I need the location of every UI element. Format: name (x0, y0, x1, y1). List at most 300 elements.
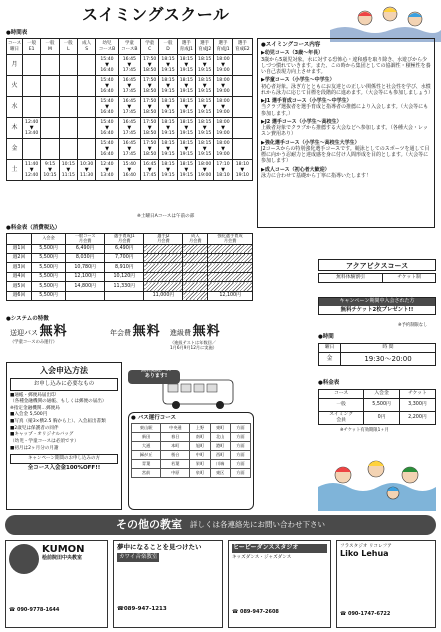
schedule-cell (118, 97, 140, 118)
schedule-cell (214, 118, 232, 139)
ad-kumon (5, 540, 108, 628)
schedule-cell (177, 76, 195, 97)
ad-liko-tel: ☎ 090-1747-6722 (340, 611, 391, 618)
bus-stop: 方面 (230, 442, 250, 451)
course-item (261, 140, 431, 165)
course-content-box (257, 38, 435, 228)
aqua-title: アクアビクスコース (318, 259, 436, 271)
arrow-icon: ▼ (221, 82, 225, 89)
join-item: （各種金融機関の通帳、もしくは郵便の届出） (10, 399, 107, 405)
arrow-icon: ▼ (184, 124, 189, 131)
end-time: 11:15 (61, 172, 75, 178)
schedule-header-cell: 選手 育成J2 (196, 39, 214, 55)
page-title: スイミングスクール (82, 5, 230, 24)
end-time: 17:45 (122, 109, 136, 115)
schedule-cell (96, 55, 118, 76)
arrow-icon: ▼ (202, 103, 207, 110)
schedule-table (6, 38, 253, 181)
bus-stop: 方面 (230, 424, 250, 433)
aqua-time-day: 金 (319, 353, 341, 366)
end-time: 16:40 (100, 151, 114, 157)
arrow-icon: ▼ (240, 166, 245, 173)
fee-cell (144, 244, 183, 253)
schedule-cell (196, 118, 214, 139)
arrow-icon: ▼ (166, 103, 170, 110)
schedule-header-cell: 学童 C (141, 39, 159, 55)
schedule-cell (214, 160, 232, 181)
fee-cell: 週2回 (7, 254, 32, 263)
end-time: 19:15 (161, 172, 175, 178)
end-time: 18:10 (216, 172, 230, 178)
schedule-cell (96, 76, 118, 97)
course-item-body: 上級者対象でクラブから推薦する大会などへ参加します。（各種大会・レッスン費用あり） (261, 125, 428, 138)
fee-cell: 10,120円 (105, 272, 144, 281)
schedule-label: ●時間表 (6, 30, 28, 36)
start-time: 16:45 (122, 57, 136, 63)
start-time: 18:10 (235, 162, 249, 168)
start-time: 9:15 (44, 162, 56, 168)
aqua-fee-header: 入会金 (364, 390, 400, 399)
schedule-cell (118, 160, 140, 181)
schedule-cell (159, 118, 177, 139)
fee-row (7, 282, 253, 291)
fee-cell: 10,780円 (66, 263, 105, 272)
schedule-cell (59, 160, 77, 181)
bus-stop: 中央通 (161, 424, 190, 433)
ad-dance-sub: キッズダンス・ジャズダンス (232, 554, 292, 560)
start-time: 17:50 (143, 99, 157, 105)
bus-stop: 北山 (210, 433, 230, 442)
arrow-icon: ▼ (202, 124, 207, 131)
end-time: 19:15 (198, 109, 212, 115)
join-box (6, 362, 122, 510)
arrow-icon: ▼ (147, 124, 152, 131)
schedule-cell (23, 160, 41, 181)
fee-cell (66, 291, 105, 300)
fee-row (7, 244, 253, 253)
start-time: 18:00 (216, 78, 230, 84)
end-time: 19:15 (161, 67, 175, 73)
schedule-header-cell: 一般 M (41, 39, 59, 55)
bus-stop: 青葉 (132, 460, 161, 469)
start-time: 16:45 (122, 141, 136, 147)
aqua-fee-cell: 2,200円 (399, 412, 435, 425)
end-time: 19:00 (198, 172, 212, 178)
start-time: 15:40 (100, 99, 114, 105)
arrow-icon: ▼ (166, 166, 170, 173)
schedule-cell (23, 139, 41, 160)
end-time: 19:15 (179, 151, 193, 157)
bus-stop: 栄町 (190, 460, 210, 469)
start-time: 18:00 (216, 57, 230, 63)
schedule-cell (118, 55, 140, 76)
schedule-cell (196, 160, 214, 181)
end-time: 13:40 (100, 172, 114, 178)
schedule-cell (41, 55, 59, 76)
schedule-cell (77, 139, 95, 160)
fee-cell (144, 263, 183, 272)
schedule-row (7, 97, 253, 118)
ad-liko-lehua (336, 540, 436, 628)
fee-cell (208, 244, 253, 253)
start-time: 18:15 (179, 120, 193, 126)
fee-cell (208, 263, 253, 272)
schedule-cell (232, 160, 252, 181)
schedule-cell (177, 118, 195, 139)
start-time: 15:40 (100, 141, 114, 147)
schedule-cell (59, 55, 77, 76)
schedule-cell (141, 55, 159, 76)
end-time: 19:00 (216, 88, 230, 94)
fee-cell: 週1回 (7, 244, 32, 253)
other-classes-banner (5, 515, 436, 535)
end-time: 19:15 (179, 67, 193, 73)
aqua-campaign-note: ※予約制限なし (398, 323, 428, 328)
fee-cell: 5,500円 (31, 272, 65, 281)
end-time: 18:50 (143, 67, 157, 73)
aqua-fee-label: ●料金表 (318, 380, 340, 386)
bus-stop: 方面 (230, 451, 250, 460)
bus-label: 送迎バス (10, 329, 38, 337)
fee-cell (144, 272, 183, 281)
arrow-icon: ▼ (105, 145, 109, 152)
end-time: 12:40 (25, 172, 39, 178)
arrow-icon: ▼ (48, 166, 52, 173)
end-time: 19:00 (216, 109, 230, 115)
start-time: 18:15 (161, 141, 175, 147)
start-time: 18:15 (198, 99, 212, 105)
schedule-cell (141, 97, 159, 118)
schedule-row (7, 160, 253, 181)
join-campaign-big: 全コース入会金100%OFF!! (27, 464, 101, 471)
aqua-time-label: ●時間 (318, 334, 334, 340)
bus-stop: 方面 (230, 469, 250, 478)
course-content-title: ●スイミングコース内容 (261, 42, 321, 48)
schedule-cell (214, 139, 232, 160)
bus-stop: 中原 (161, 469, 190, 478)
start-time: 16:45 (122, 120, 136, 126)
promo-free: 無料 (192, 324, 221, 339)
system-label: ●システムの特徴 (6, 316, 49, 322)
end-time: 17:45 (122, 130, 136, 136)
arrow-icon: ▼ (184, 103, 189, 110)
start-time: 18:15 (198, 141, 212, 147)
schedule-cell (118, 76, 140, 97)
aqua-fee-cell: 5,500円 (364, 399, 400, 412)
fee-cell: 5,500円 (31, 244, 65, 253)
ad-dance (228, 540, 331, 628)
course-item (261, 98, 431, 117)
end-time: 19:10 (235, 172, 249, 178)
schedule-day: 月 (7, 55, 23, 76)
join-campaign: キャンペーン期間のお申し込みの方 (10, 454, 118, 463)
end-time: 19:15 (161, 130, 175, 136)
arrow-icon: ▼ (127, 82, 132, 89)
fee-header-cell: 入会金 (31, 234, 65, 245)
course-item (261, 50, 431, 75)
aqua-campaign-banner: キャンペーン期間中入会された方 (319, 298, 435, 306)
start-time: 17:10 (216, 162, 230, 168)
schedule-cell (177, 97, 195, 118)
aqua-fee-note: ※チケット有効期限1ヶ月 (340, 428, 389, 433)
aqua-header-1: 無料体験割引 (319, 274, 383, 283)
join-item: ■初月は2ヶ月分の月謝 (10, 445, 59, 451)
aqua-time-time-header: 時 間 (341, 344, 436, 353)
join-head: お申し込みに必要なもの (10, 378, 118, 390)
bus-free: 無料 (39, 324, 68, 339)
schedule-cell (77, 55, 95, 76)
schedule-header-cell: 一般 L (59, 39, 77, 55)
ad-kawai-sub: 夢中になることを見つけたい (117, 543, 202, 551)
ad-kawai-name: カワイ音楽教室 (119, 554, 158, 561)
bus-stop: 旭町 (190, 442, 210, 451)
arrow-icon: ▼ (147, 166, 152, 173)
schedule-row (7, 76, 253, 97)
start-time: 18:15 (161, 162, 175, 168)
annual-feature (110, 325, 161, 340)
bus-note: （学童コースのみ運行） (10, 339, 58, 345)
aqua-table (318, 273, 436, 283)
fee-cell: 週5回 (7, 282, 32, 291)
bus-stop: 新田 (132, 433, 161, 442)
schedule-cell (159, 97, 177, 118)
ad-dance-tel: ☎ 089-947-2608 (232, 609, 279, 616)
schedule-note: ※土曜日Aコースは午前の部 (137, 214, 195, 219)
arrow-icon: ▼ (184, 166, 189, 173)
fee-cell (183, 282, 208, 291)
start-time: 10:15 (61, 162, 75, 168)
fee-cell (183, 263, 208, 272)
aqua-time-day-header: 曜日 (319, 344, 341, 353)
aqua-fee-cell: スイミング 会員 (319, 412, 364, 425)
schedule-cell (23, 97, 41, 118)
schedule-day: 木 (7, 118, 23, 139)
fee-cell (183, 244, 208, 253)
schedule-header-cell: 幼児 コースB (96, 39, 118, 55)
schedule-header-cell: コース 曜日 (7, 39, 23, 55)
schedule-cell (96, 118, 118, 139)
end-time: 19:15 (179, 88, 193, 94)
end-time: 18:50 (143, 88, 157, 94)
schedule-cell (232, 55, 252, 76)
start-time: 12:40 (100, 162, 114, 168)
fee-header-cell: 成人 月会費 (183, 234, 208, 245)
arrow-icon: ▼ (105, 124, 109, 131)
schedule-day: 土 (7, 160, 23, 181)
course-item-head: ▶J1 選手育成コース（小学生～中学生） (261, 98, 352, 105)
bus-speech: 無料送迎バス あります! (140, 367, 171, 379)
bus-route-row (132, 424, 251, 433)
schedule-cell (41, 97, 59, 118)
bus-stop: 宮前 (132, 469, 161, 478)
start-time: 15:40 (122, 162, 136, 168)
arrow-icon: ▼ (127, 61, 132, 68)
arrow-icon: ▼ (127, 145, 132, 152)
start-time: 18:15 (179, 99, 193, 105)
join-item: ■写真（縦3×横2.5 胸から上）、入会届出書類 (10, 419, 106, 425)
end-time: 16:40 (100, 130, 114, 136)
schedule-cell (118, 139, 140, 160)
swimmers-illustration (330, 0, 441, 42)
end-time: 17:45 (122, 88, 136, 94)
schedule-cell (77, 97, 95, 118)
aqua-fee-row (319, 412, 436, 425)
schedule-header-cell: 選手 育成J1 (214, 39, 232, 55)
start-time: 18:15 (198, 57, 212, 63)
ad-kumon-name: KUMON (42, 544, 85, 555)
ad-kawai (113, 540, 223, 628)
fee-cell: 週4回 (7, 272, 32, 281)
start-time: 18:15 (179, 78, 193, 84)
arrow-icon: ▼ (127, 166, 132, 173)
start-time: 18:00 (216, 120, 230, 126)
end-time: 18:50 (143, 130, 157, 136)
start-time: 18:15 (161, 78, 175, 84)
fee-table (6, 233, 253, 301)
course-item-head: ▶J2 選手コース（小学生～高校生） (261, 118, 342, 125)
arrow-icon: ▼ (221, 166, 225, 173)
start-time: 18:15 (198, 78, 212, 84)
start-time: 16:45 (122, 78, 136, 84)
end-time: 18:50 (143, 109, 157, 115)
arrow-icon: ▼ (184, 82, 189, 89)
start-time: 18:00 (198, 162, 212, 168)
schedule-cell (232, 139, 252, 160)
arrow-icon: ▼ (105, 82, 109, 89)
schedule-day: 金 (7, 139, 23, 160)
fee-row (7, 272, 253, 281)
start-time: 15:40 (100, 78, 114, 84)
schedule-header-cell: 一般 D (159, 39, 177, 55)
start-time: 18:15 (179, 141, 193, 147)
fee-cell (183, 272, 208, 281)
aqua-fee-cell: 一般 (319, 399, 364, 412)
end-time: 16:40 (100, 109, 114, 115)
bus-stop: 大通 (132, 442, 161, 451)
start-time: 15:40 (100, 57, 114, 63)
join-title: 入会申込方法 (40, 366, 88, 375)
end-time: 11:30 (80, 172, 94, 178)
fee-cell: 5,500円 (31, 282, 65, 291)
aqua-fee-header: チケット (399, 390, 435, 399)
fee-row (7, 254, 253, 263)
schedule-cell (159, 76, 177, 97)
schedule-row (7, 55, 253, 76)
arrow-icon: ▼ (29, 124, 34, 131)
course-item (261, 119, 431, 138)
end-time: 16:40 (100, 88, 114, 94)
schedule-cell (159, 160, 177, 181)
bus-stop: 東町 (210, 424, 230, 433)
arrow-icon: ▼ (166, 61, 170, 68)
schedule-cell (141, 160, 159, 181)
end-time: 19:15 (161, 88, 175, 94)
start-time: 17:50 (143, 78, 157, 84)
schedule-cell (141, 139, 159, 160)
arrow-icon: ▼ (202, 145, 207, 152)
schedule-cell (196, 139, 214, 160)
course-item-head: ▶成人コース（初心者大歓迎） (261, 166, 330, 173)
promo-note: （進級テストは年数回／ 1月6月9月12月に実施） (170, 339, 217, 350)
schedule-cell (196, 55, 214, 76)
fee-cell: 8,910円 (105, 263, 144, 272)
fee-header-cell: 強化選手育成 月会費 (208, 234, 253, 245)
start-time: 17:50 (143, 120, 157, 126)
schedule-cell (196, 76, 214, 97)
arrow-icon: ▼ (147, 61, 152, 68)
schedule-cell (159, 139, 177, 160)
arrow-icon: ▼ (221, 103, 225, 110)
fee-header-cell: 選手J2 月会費 (144, 234, 183, 245)
kids-swimming-illustration (318, 437, 436, 511)
schedule-cell (177, 55, 195, 76)
ad-liko-sub: フラスタジオ リコレフア (340, 544, 392, 549)
join-item: ※指定金融機関…郵便局 (10, 405, 60, 411)
schedule-header-cell: 学童 コースB (118, 39, 140, 55)
bus-stop: 方面 (230, 433, 250, 442)
arrow-icon: ▼ (166, 124, 170, 131)
fee-cell (208, 282, 253, 291)
arrow-icon: ▼ (166, 82, 170, 89)
fee-cell: 12,100円 (66, 272, 105, 281)
schedule-cell (232, 76, 252, 97)
course-content-list (261, 50, 434, 179)
schedule-header-row (7, 39, 253, 55)
schedule-cell (23, 76, 41, 97)
schedule-cell (96, 139, 118, 160)
schedule-day: 水 (7, 97, 23, 118)
end-time: 19:15 (198, 67, 212, 73)
end-time: 19:15 (198, 151, 212, 157)
fee-cell: 7,700円 (105, 254, 144, 263)
schedule-cell (23, 118, 41, 139)
start-time: 17:50 (143, 141, 157, 147)
ad-liko-name: Liko Lehua (340, 549, 389, 559)
aqua-fee-cell: 0円 (364, 412, 400, 425)
course-item-body: J2コースからの特別強化選手コースです。競泳としてのスポーツを通して目標に向かう忍耐力と達成感を身に付け人間形成を目的とします。（大会等に参加します） (261, 145, 430, 165)
schedule-cell (141, 118, 159, 139)
schedule-cell (59, 118, 77, 139)
end-time: 19:15 (198, 130, 212, 136)
end-time: 16:40 (100, 67, 114, 73)
schedule-cell (232, 118, 252, 139)
schedule-header-cell: 成人 S (77, 39, 95, 55)
aqua-fee-header: コース (319, 390, 364, 399)
fee-cell (208, 272, 253, 281)
schedule-header-cell: 選手 育成E2 (232, 39, 252, 55)
schedule-header-cell: 選手 育成J1 (177, 39, 195, 55)
end-time: 19:15 (179, 109, 193, 115)
aqua-header-2: チケット制 (383, 274, 436, 283)
schedule-cell (23, 55, 41, 76)
bus-stop: 川端 (210, 460, 230, 469)
fee-cell (144, 254, 183, 263)
bus-stop: 上野 (190, 424, 210, 433)
schedule-cell (77, 160, 95, 181)
arrow-icon: ▼ (105, 103, 109, 110)
end-time: 17:45 (122, 151, 136, 157)
schedule-cell (77, 118, 95, 139)
arrow-icon: ▼ (184, 145, 189, 152)
end-time: 19:15 (179, 130, 193, 136)
schedule-cell (41, 139, 59, 160)
fee-cell: 週6回 (7, 291, 32, 300)
fee-cell: 週3回 (7, 263, 32, 272)
schedule-cell (96, 97, 118, 118)
bus-course-title: ● バス運行コース (131, 415, 176, 421)
bus-stop: 西町 (210, 451, 230, 460)
arrow-icon: ▼ (221, 124, 225, 131)
